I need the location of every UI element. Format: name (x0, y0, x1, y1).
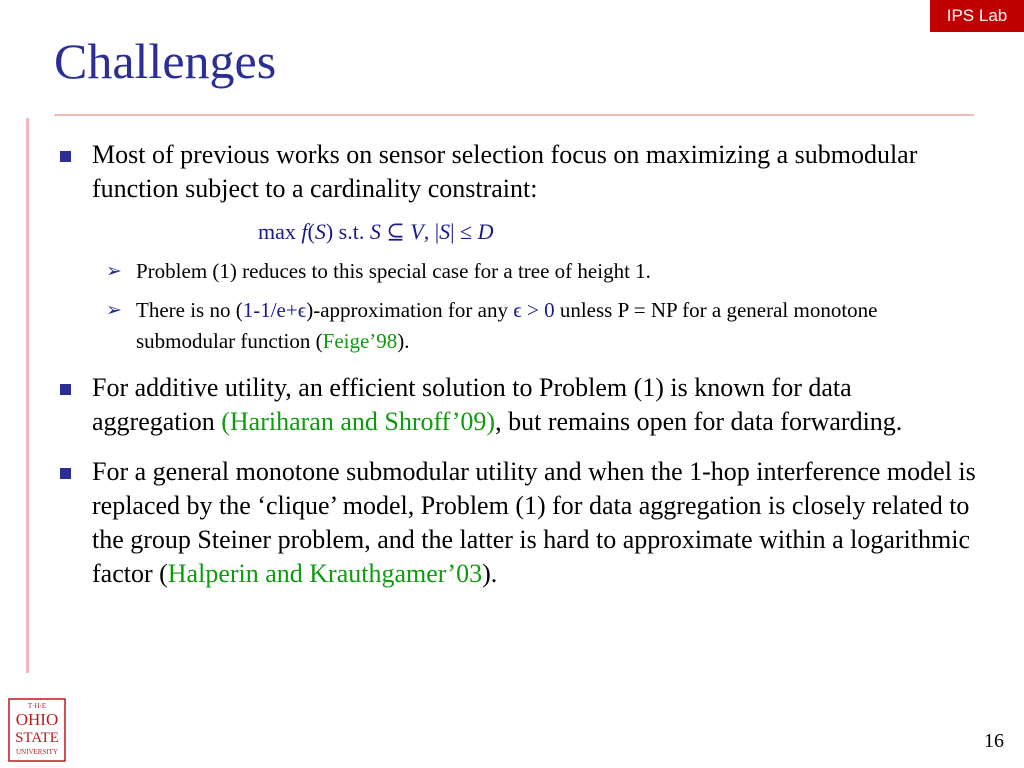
formula-open-paren: ( (307, 219, 315, 244)
approx-ratio: 1-1/e+ϵ (242, 298, 307, 322)
sub-bullet-2-text-b: )-approximation for any (306, 298, 514, 322)
sub-bullet-item-1 (56, 256, 976, 287)
bullet-item-2 (56, 371, 976, 439)
formula-v: V (410, 219, 424, 244)
bullet-2-text-b: , but remains open for data forwarding. (495, 407, 903, 436)
sub-bullet-1-text: Problem (1) reduces to this special case for a tree of height 1. (136, 259, 651, 283)
bullet-1-text: Most of previous works on sensor selection focus on maximizing a submodular function subject to a cardinality constraint: (92, 140, 918, 203)
logo-state-text: STATE (15, 730, 59, 746)
square-bullet-icon (60, 151, 71, 162)
bullet-3-text-b: ). (482, 559, 498, 588)
formula-s3: S (439, 219, 451, 244)
sub-bullet-2-text-c: unless P = NP for a general monotone submodular function ( (136, 298, 878, 353)
formula-d: D (477, 219, 494, 244)
formula-f: f (301, 219, 308, 244)
citation-halperin: Halperin and Krauthgamer’03 (167, 559, 483, 588)
bullet-item-1 (56, 138, 976, 206)
formula-s: S (314, 219, 326, 244)
slide-title: Challenges (54, 33, 277, 89)
bullet-item-3 (56, 455, 976, 591)
sub-bullet-item-2 (56, 295, 976, 357)
sub-bullet-2-text-d: ). (397, 329, 410, 353)
citation-hariharan: (Hariharan and Shroff’09) (221, 407, 496, 436)
side-rule (26, 118, 29, 673)
square-bullet-icon (60, 384, 71, 395)
logo-ohio-text: OHIO (15, 710, 59, 729)
cardinality-formula (56, 218, 976, 246)
sub-bullet-2-text-a: There is no ( (136, 298, 243, 322)
slide-content (56, 138, 976, 603)
ohio-state-logo (8, 698, 66, 762)
formula-subset: ⊆ (380, 219, 411, 244)
page-number: 16 (984, 730, 1004, 752)
formula-s2: S (369, 219, 381, 244)
lab-badge: IPS Lab (930, 0, 1024, 32)
formula-abs-open: , | (423, 219, 440, 244)
title-divider (54, 114, 974, 116)
citation-feige: Feige’98 (322, 329, 398, 353)
arrow-bullet-icon: ➢ (106, 299, 122, 321)
arrow-bullet-icon: ➢ (106, 260, 122, 282)
logo-university-text: UNIVERSITY (16, 748, 58, 756)
epsilon-condition: ϵ > 0 (513, 298, 555, 322)
formula-st: ) s.t. (325, 219, 370, 244)
bullet-3-text-a: For a general monotone submodular utility and when the 1-hop interference model is replaced by the ‘clique’ model, Problem (1) for data aggregation is closely related to the group Steiner problem, and the latter is hard to approximate within a logarithmic factor ( (92, 457, 976, 588)
formula-leq: | ≤ (450, 219, 478, 244)
square-bullet-icon (60, 468, 71, 479)
formula-max: max (258, 219, 302, 244)
logo-the-text: T·H·E (27, 702, 47, 710)
bullet-2-text-a: For additive utility, an efficient solution to Problem (1) is known for data aggregation (92, 373, 852, 436)
